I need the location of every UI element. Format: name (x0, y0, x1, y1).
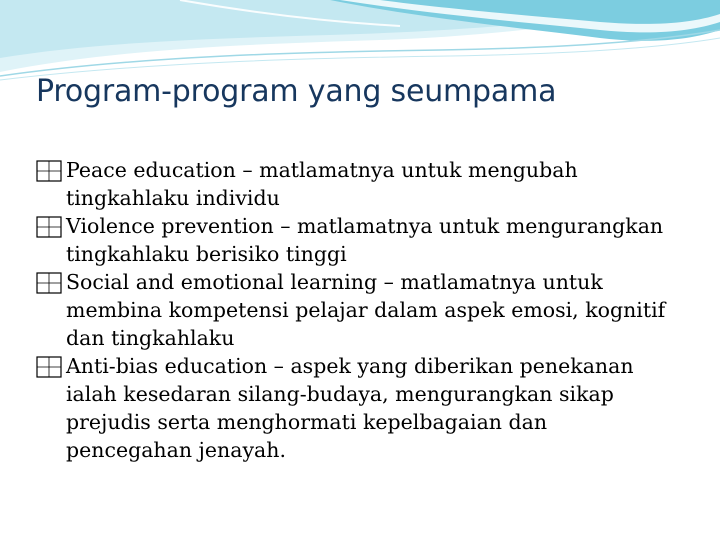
bullet-text: Violence prevention – matlamatnya untuk mengurangkan tingkahlaku berisiko tinggi (66, 214, 664, 266)
bullet-item-peace-education (36, 156, 676, 212)
bullet-text: Peace education – matlamatnya untuk mengubah tingkahlaku individu (66, 158, 578, 210)
bullet-text: Anti-bias education – aspek yang diberikan penekanan ialah kesedaran silang-budaya, mengurangkan sikap prejudis serta menghormati kepelbagaian dan pencegahan jenayah. (66, 354, 634, 462)
bullet-item-social-emotional-learning (36, 268, 676, 352)
missing-glyph-icon (36, 272, 62, 294)
bullet-list (36, 156, 676, 464)
slide-title: Program-program yang seumpama (36, 74, 557, 109)
bullet-item-anti-bias-education (36, 352, 676, 464)
missing-glyph-icon (36, 356, 62, 378)
missing-glyph-icon (36, 216, 62, 238)
missing-glyph-icon (36, 160, 62, 182)
bullet-text: Social and emotional learning – matlamatnya untuk membina kompetensi pelajar dalam aspek emosi, kognitif dan tingkahlaku (66, 270, 666, 350)
bullet-item-violence-prevention (36, 212, 676, 268)
